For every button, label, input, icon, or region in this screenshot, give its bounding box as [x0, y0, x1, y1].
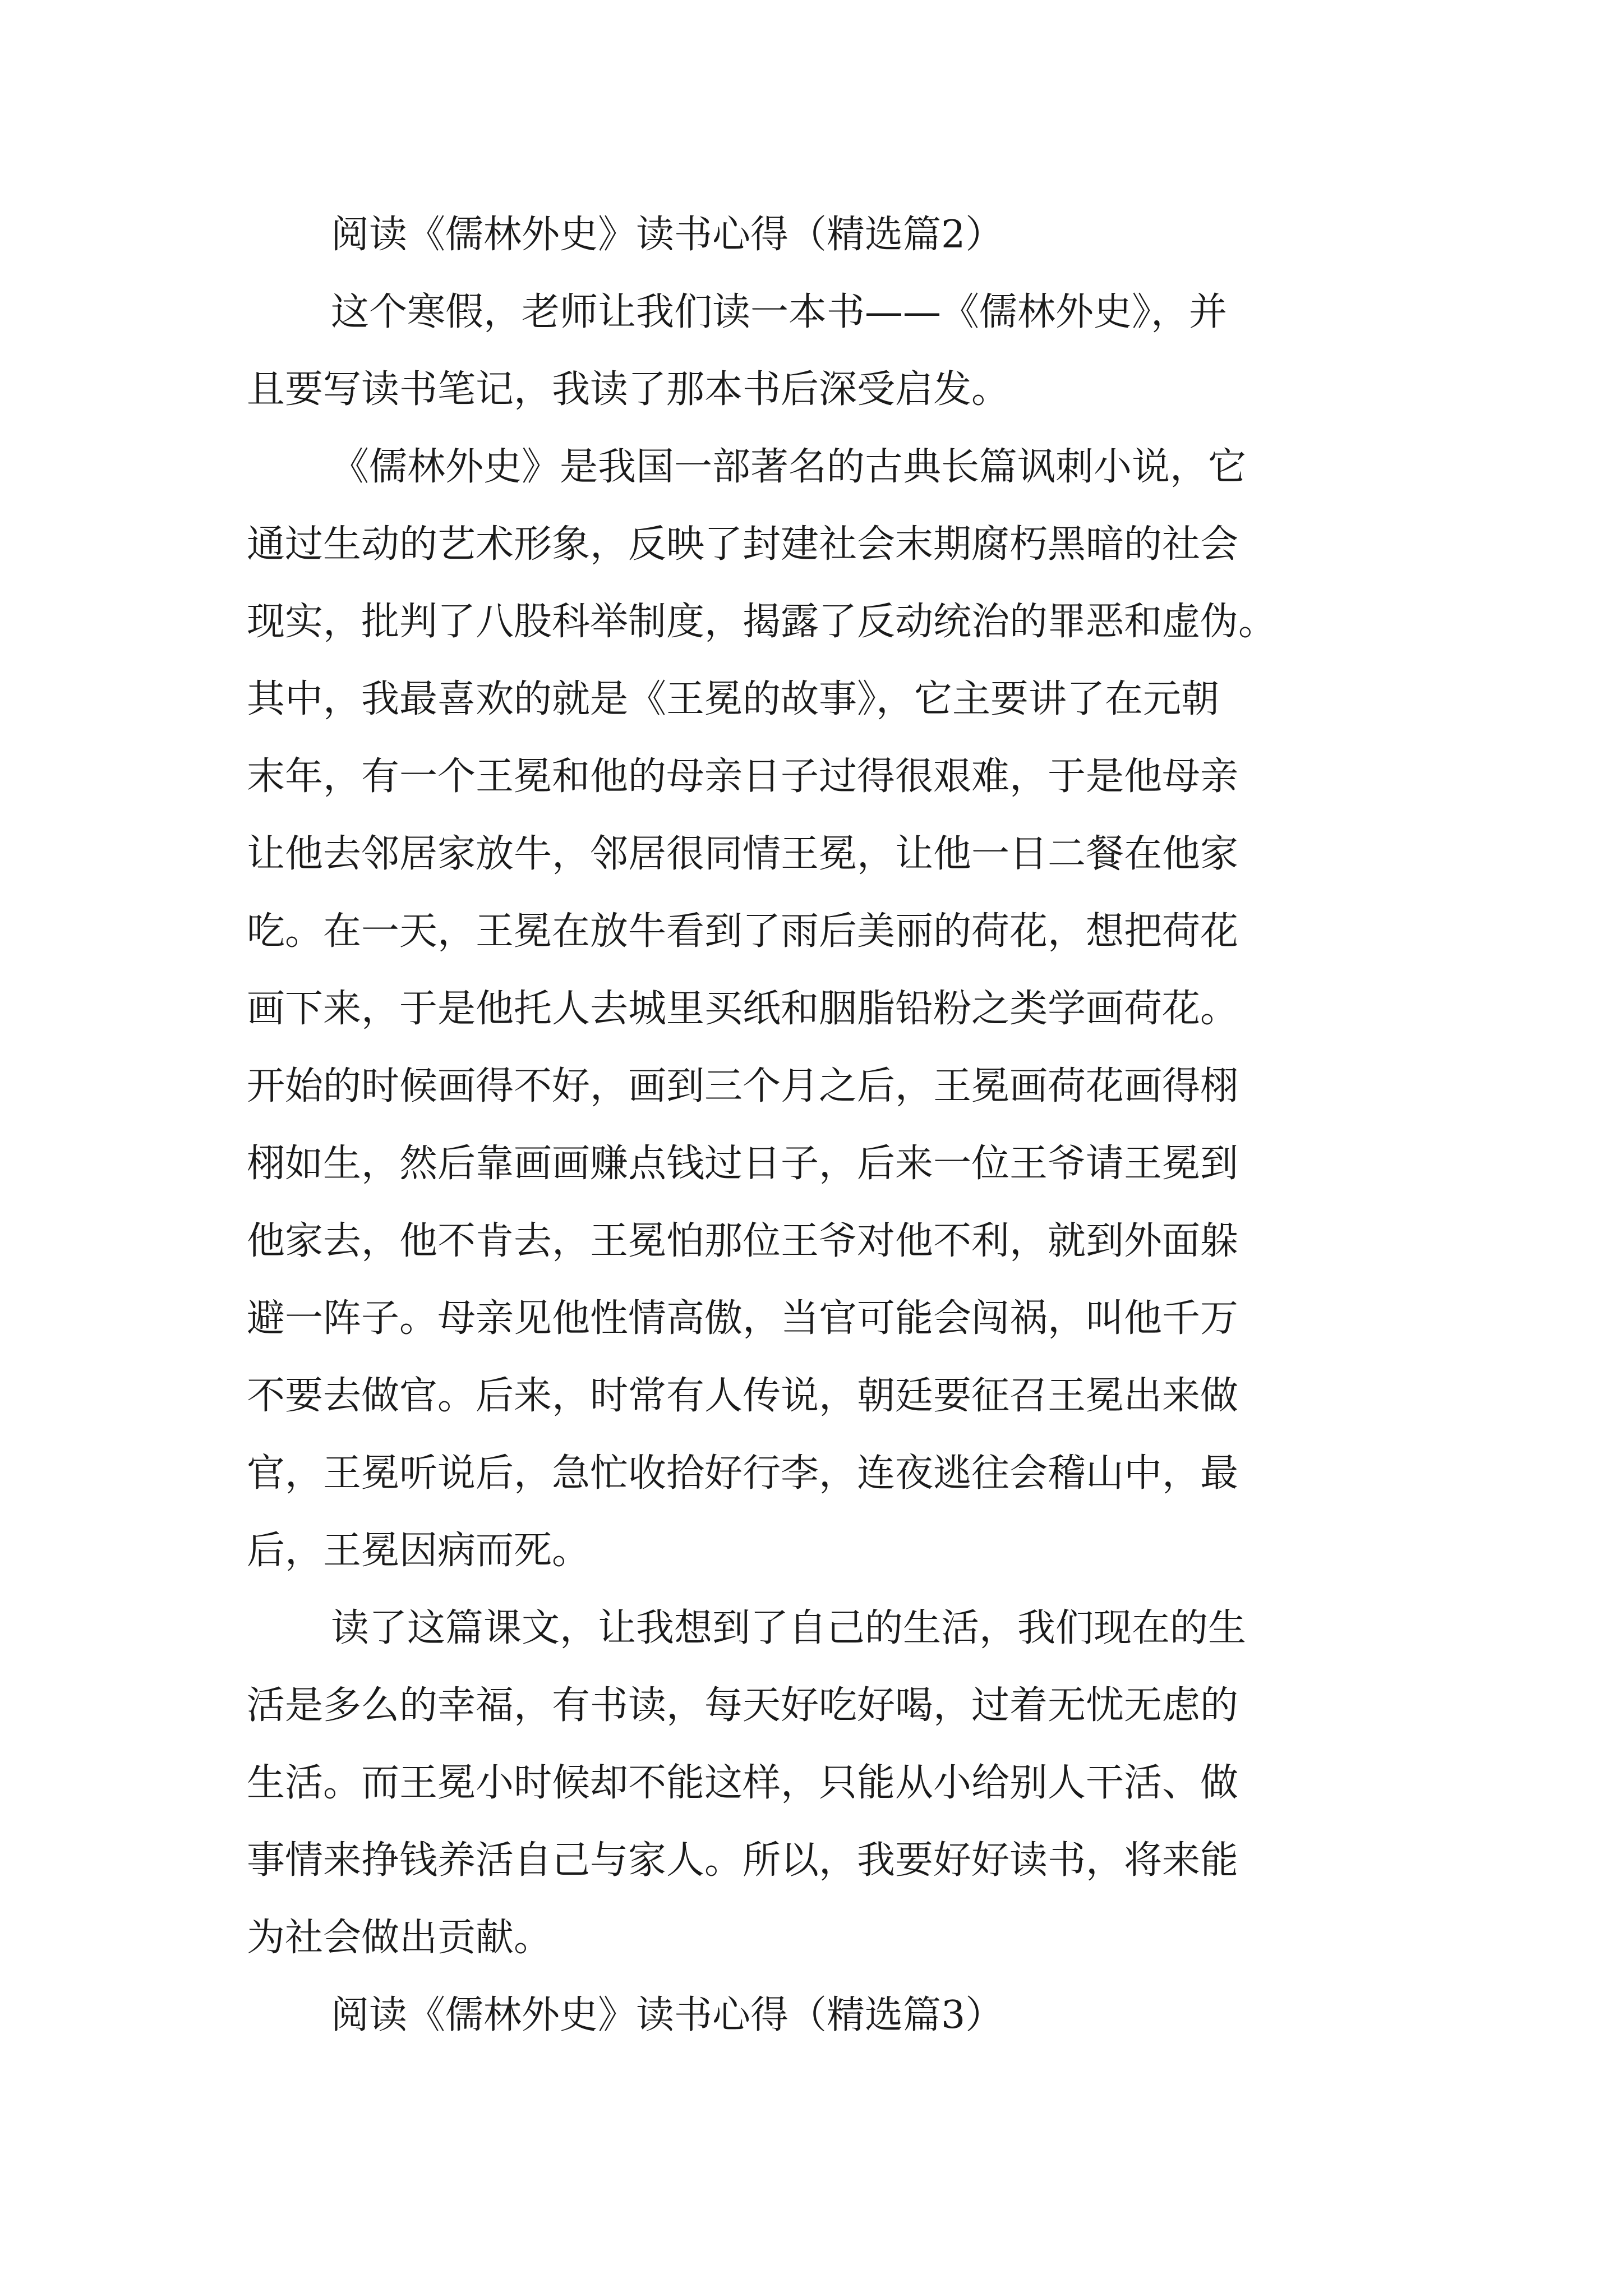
section-heading: 阅读《儒林外史》读书心得（精选篇2） — [331, 213, 1004, 257]
paragraph-line: 这个寒假，老师让我们读一本书——《儒林外史》，并 — [331, 290, 1228, 334]
paragraph-line: 画下来，于是他托人去城里买纸和胭脂铅粉之类学画荷花。 — [247, 987, 1239, 1031]
paragraph-line: 官，王冕听说后，急忙收拾好行李，连夜逃往会稽山中，最 — [247, 1451, 1239, 1496]
paragraph-line: 不要去做官。后来，时常有人传说，朝廷要征召王冕出来做 — [247, 1374, 1239, 1418]
paragraph-line: 事情来挣钱养活自己与家人。所以，我要好好读书，将来能 — [247, 1838, 1239, 1883]
document-page — [247, 196, 1391, 2054]
paragraph-line: 《儒林外史》是我国一部著名的古典长篇讽刺小说，它 — [331, 445, 1247, 489]
section-heading: 阅读《儒林外史》读书心得（精选篇3） — [331, 1993, 1004, 2037]
paragraph-line: 其中，我最喜欢的就是《王冕的故事》，它主要讲了在元朝 — [247, 677, 1220, 721]
paragraph-line: 后，王冕因病而死。 — [247, 1529, 591, 1573]
paragraph-line: 末年，有一个王冕和他的母亲日子过得很艰难，于是他母亲 — [247, 754, 1239, 799]
paragraph-line: 生活。而王冕小时候却不能这样，只能从小给别人干活、做 — [247, 1761, 1239, 1805]
paragraph-line: 吃。在一天，王冕在放牛看到了雨后美丽的荷花，想把荷花 — [247, 909, 1239, 954]
paragraph-line: 让他去邻居家放牛，邻居很同情王冕，让他一日二餐在他家 — [247, 832, 1239, 876]
paragraph-line: 且要写读书笔记，我读了那本书后深受启发。 — [247, 367, 1010, 412]
paragraph-line: 栩如生，然后靠画画赚点钱过日子，后来一位王爷请王冕到 — [247, 1142, 1239, 1186]
paragraph-line: 活是多么的幸福，有书读，每天好吃好喝，过着无忧无虑的 — [247, 1683, 1239, 1728]
paragraph-line: 他家去，他不肯去，王冕怕那位王爷对他不利，就到外面躲 — [247, 1219, 1239, 1263]
paragraph-line: 通过生动的艺术形象，反映了封建社会末期腐朽黑暗的社会 — [247, 522, 1239, 567]
paragraph-line: 开始的时候画得不好，画到三个月之后，王冕画荷花画得栩 — [247, 1064, 1239, 1108]
paragraph-line: 读了这篇课文，让我想到了自己的生活，我们现在的生 — [331, 1606, 1247, 1650]
paragraph-line: 为社会做出贡献。 — [247, 1916, 552, 1960]
paragraph-line: 现实，批判了八股科举制度，揭露了反动统治的罪恶和虚伪。 — [247, 600, 1277, 644]
paragraph-line: 避一阵子。母亲见他性情高傲，当官可能会闯祸，叫他千万 — [247, 1296, 1239, 1341]
